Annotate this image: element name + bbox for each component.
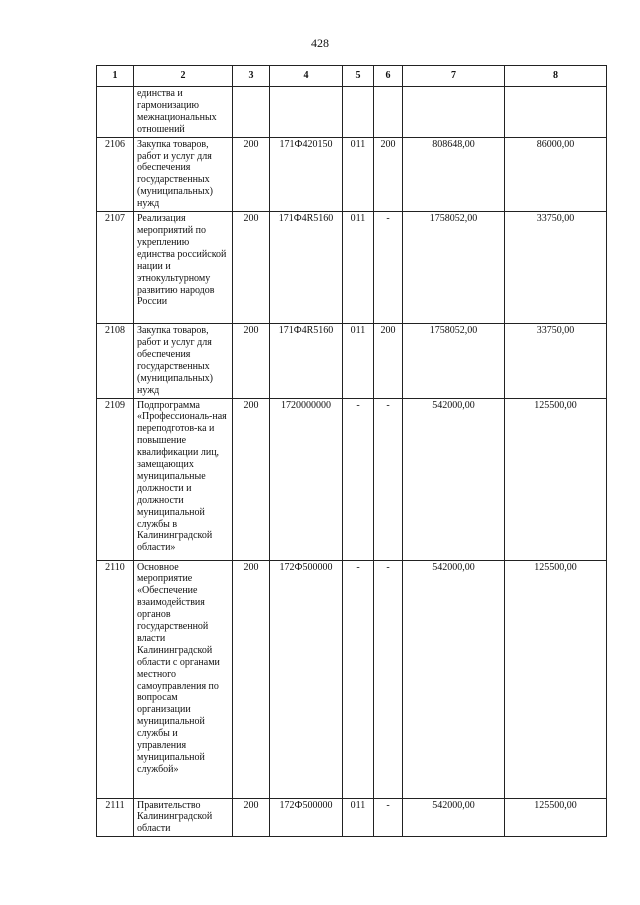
cell-col4: 172Ф500000: [270, 560, 343, 798]
row-name: Подпрограмма «Профессиональ-ная переподготов-ка и повышение квалификации лиц, замещающих муниципальные должности и должности муниципальной службы в Калининградской области»: [134, 398, 233, 560]
cell-col5: -: [343, 398, 374, 560]
cell-col7: 1758052,00: [403, 212, 505, 324]
row-name: Закупка товаров, работ и услуг для обеспечения государственных (муниципальных) нужд: [134, 137, 233, 211]
row-number: 2107: [97, 212, 134, 324]
table-row: [97, 560, 607, 798]
cell-col4: 1720000000: [270, 398, 343, 560]
row-name: Закупка товаров, работ и услуг для обеспечения государственных (муниципальных) нужд: [134, 324, 233, 398]
cell-col7: [403, 87, 505, 138]
table-header-row: [97, 66, 607, 87]
cell-col6: -: [374, 560, 403, 798]
cell-col6: 200: [374, 137, 403, 211]
cell-col3: 200: [233, 560, 270, 798]
row-name: Основное мероприятие «Обеспечение взаимодействия органов государственной власти Калининградской области с органами местного самоуправления по вопросам организации муниципальной службы и управления муниципальной службой»: [134, 560, 233, 798]
cell-col3: 200: [233, 137, 270, 211]
cell-col7: 542000,00: [403, 560, 505, 798]
cell-col8: 125500,00: [505, 398, 607, 560]
row-name: Реализация мероприятий по укреплению единства российской нации и этнокультурному развитию народов России: [134, 212, 233, 324]
row-number: 2109: [97, 398, 134, 560]
cell-col4: 171Ф4R5160: [270, 212, 343, 324]
table-row: [97, 798, 607, 837]
cell-col3: 200: [233, 398, 270, 560]
cell-col4: [270, 87, 343, 138]
table-row: [97, 87, 607, 138]
row-name: Правительство Калининградской области: [134, 798, 233, 837]
column-header: 2: [134, 66, 233, 87]
row-number: [97, 87, 134, 138]
cell-col6: -: [374, 798, 403, 837]
table-row: [97, 398, 607, 560]
column-header: 1: [97, 66, 134, 87]
column-header: 7: [403, 66, 505, 87]
row-number: 2108: [97, 324, 134, 398]
cell-col7: 542000,00: [403, 398, 505, 560]
cell-col3: 200: [233, 212, 270, 324]
cell-col7: 808648,00: [403, 137, 505, 211]
cell-col7: 1758052,00: [403, 324, 505, 398]
cell-col8: 86000,00: [505, 137, 607, 211]
cell-col4: 172Ф500000: [270, 798, 343, 837]
row-number: 2110: [97, 560, 134, 798]
row-number: 2111: [97, 798, 134, 837]
table-row: [97, 324, 607, 398]
cell-col4: 171Ф420150: [270, 137, 343, 211]
row-name: единства и гармонизацию межнациональных отношений: [134, 87, 233, 138]
cell-col8: 125500,00: [505, 798, 607, 837]
cell-col7: 542000,00: [403, 798, 505, 837]
cell-col6: 200: [374, 324, 403, 398]
cell-col8: 125500,00: [505, 560, 607, 798]
cell-col5: [343, 87, 374, 138]
cell-col3: 200: [233, 798, 270, 837]
cell-col6: -: [374, 398, 403, 560]
page-number: 428: [311, 36, 329, 50]
cell-col8: 33750,00: [505, 324, 607, 398]
table-row: [97, 137, 607, 211]
column-header: 3: [233, 66, 270, 87]
cell-col5: 011: [343, 212, 374, 324]
cell-col3: [233, 87, 270, 138]
cell-col3: 200: [233, 324, 270, 398]
cell-col8: [505, 87, 607, 138]
cell-col5: 011: [343, 324, 374, 398]
cell-col6: -: [374, 212, 403, 324]
column-header: 6: [374, 66, 403, 87]
cell-col5: -: [343, 560, 374, 798]
column-header: 8: [505, 66, 607, 87]
column-header: 4: [270, 66, 343, 87]
cell-col4: 171Ф4R5160: [270, 324, 343, 398]
cell-col5: 011: [343, 137, 374, 211]
table-row: [97, 212, 607, 324]
cell-col6: [374, 87, 403, 138]
budget-table: [96, 65, 607, 837]
column-header: 5: [343, 66, 374, 87]
row-number: 2106: [97, 137, 134, 211]
cell-col8: 33750,00: [505, 212, 607, 324]
cell-col5: 011: [343, 798, 374, 837]
